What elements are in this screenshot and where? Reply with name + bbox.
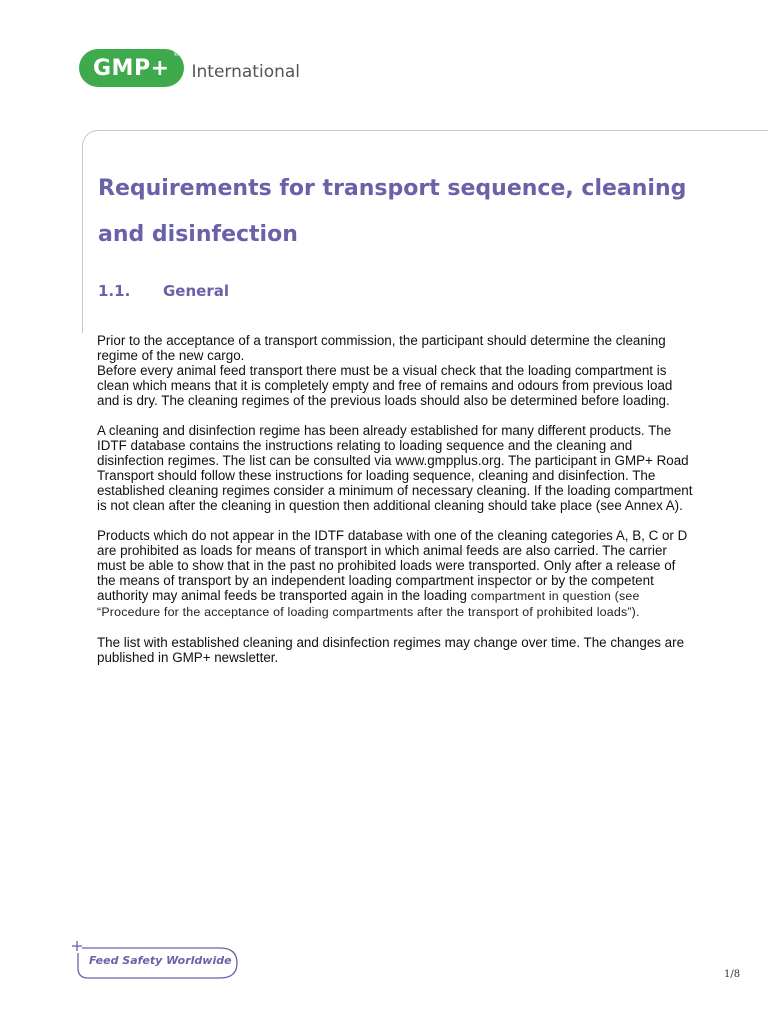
- footer-badge: [70, 939, 238, 979]
- paragraph-4: The list with established cleaning and disinfection regimes may change over time. The changes are published in GMP+ newsletter.: [97, 635, 685, 665]
- paragraph-1b: Before every animal feed transport there must be a visual check that the loading compartment is clean which means that it is completely empty and free of remains and odours from previous load and is dry. The cleaning regimes of the previous loads should also be determined before loading.: [97, 363, 673, 408]
- body-text: [97, 333, 697, 680]
- paragraph-3-tail: compartment in question (see “Procedure for the acceptance of loading compartments after the transport of prohibited loads”).: [97, 589, 640, 619]
- page-number: 1/8: [724, 969, 741, 980]
- section-number: 1.1.: [98, 282, 131, 300]
- paragraph-3-main: Products which do not appear in the IDTF database with one of the cleaning categories A, B, C or D are prohibited as loads for means of transport in which animal feeds are also carried. The carrier must be able to show that in the past no prohibited loads were transported. Only after a release of the means of transport by an independent loading compartment inspector or by the competent authority may animal feeds be transported again in the loading: [97, 528, 688, 603]
- registered-mark: ®: [173, 50, 181, 58]
- paragraph-1a: Prior to the acceptance of a transport commission, the participant should determine the cleaning regime of the new cargo.: [97, 333, 666, 363]
- logo-text: International: [191, 62, 301, 82]
- logo-mark-text: GMP+: [93, 55, 170, 81]
- footer-tagline: Feed Safety Worldwide: [89, 954, 232, 967]
- section-heading: [98, 282, 229, 300]
- gmp-logo: [79, 49, 300, 87]
- section-title: General: [163, 282, 229, 300]
- gmp-logo-mark: [79, 49, 184, 87]
- paragraph-3: [97, 528, 697, 620]
- paragraph-2: A cleaning and disinfection regime has been already established for many different products. The IDTF database contains the instructions relating to loading sequence and the cleaning and disinfection regimes. The list can be consulted via www.gmpplus.org. The participant in GMP+ Road Transport should follow these instructions for loading sequence, cleaning and disinfection. The established cleaning regimes consider a minimum of necessary cleaning. If the loading compartment is not clean after the cleaning in question then additional cleaning should take place (see Annex A).: [97, 423, 693, 513]
- document-title: Requirements for transport sequence, cleaning and disinfection: [98, 176, 687, 247]
